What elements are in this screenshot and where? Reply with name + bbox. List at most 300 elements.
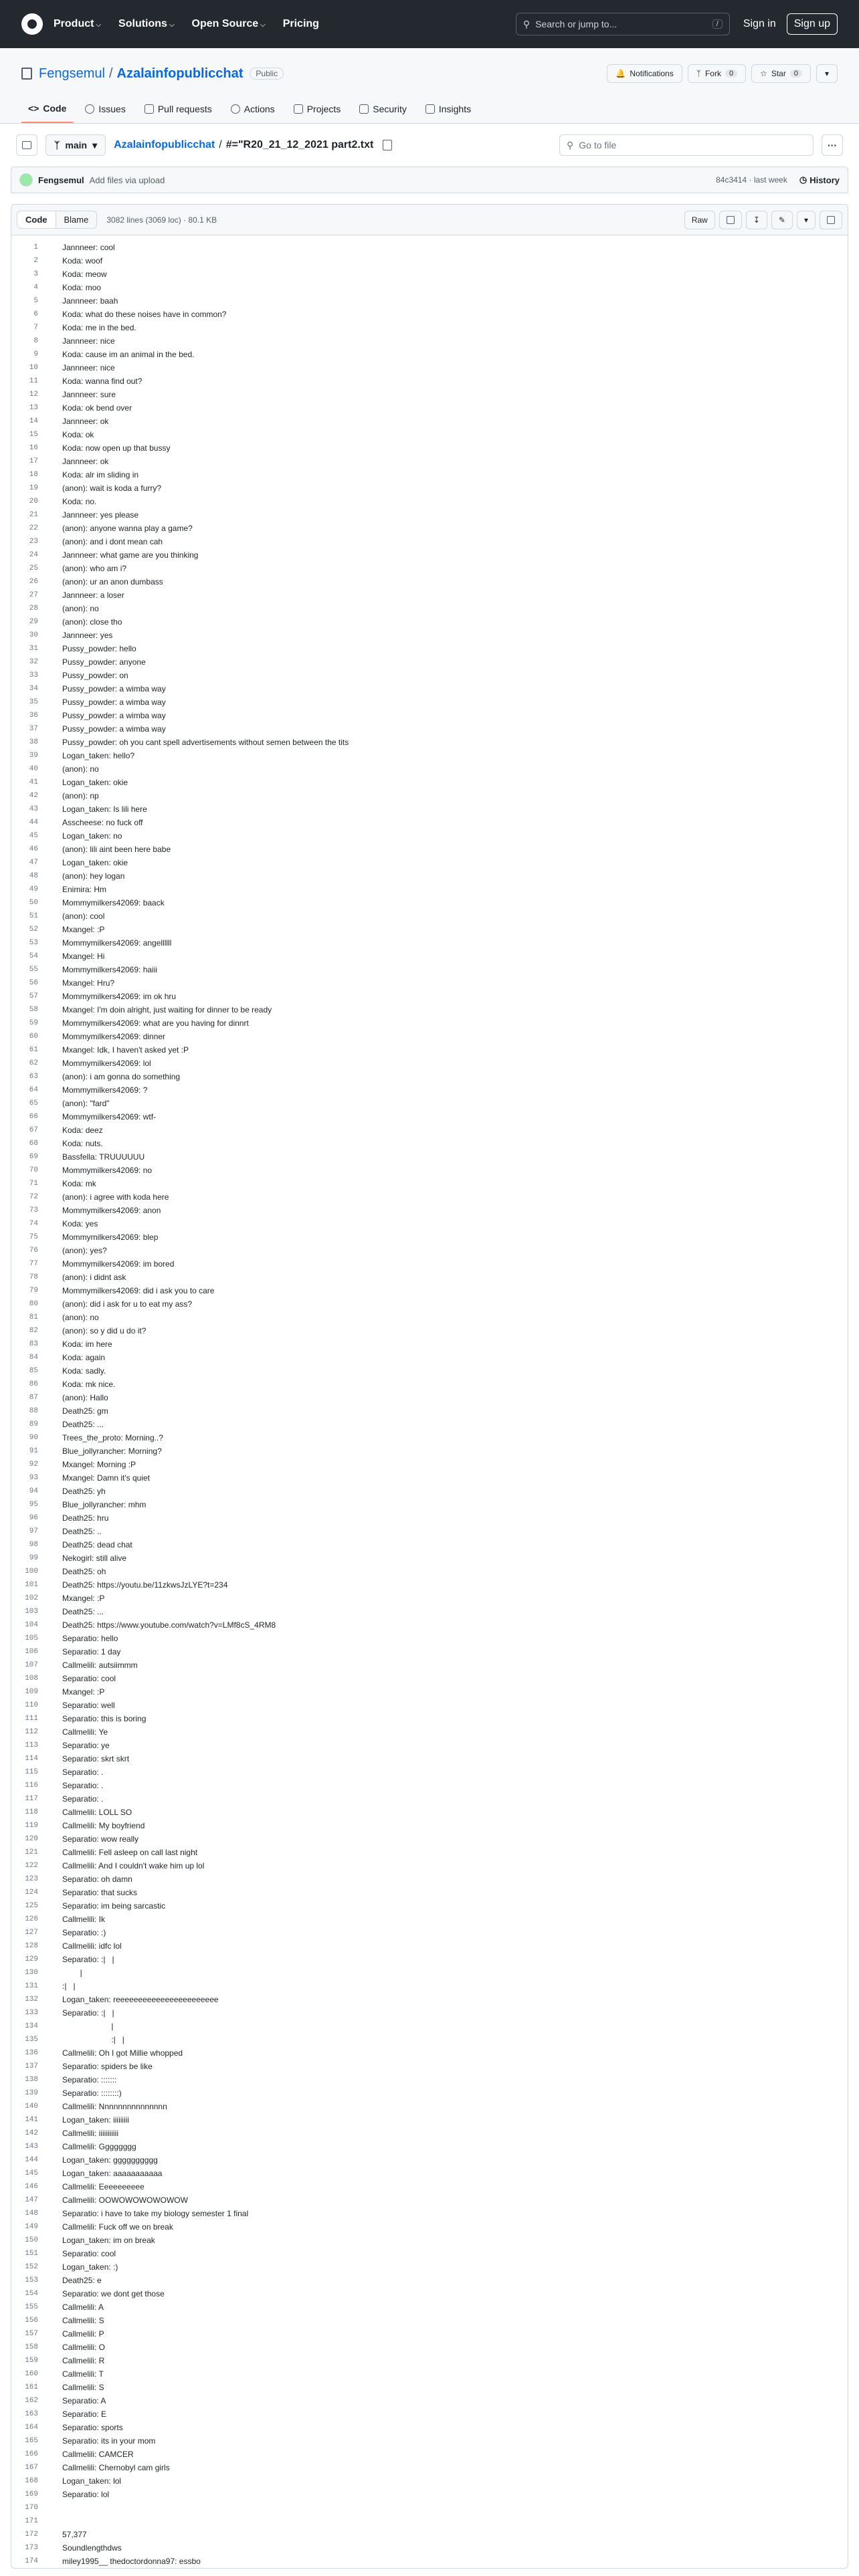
line-number[interactable]: 2 (33, 257, 38, 265)
line-number[interactable]: 65 (29, 1099, 38, 1107)
go-to-file-input[interactable] (559, 134, 814, 156)
tab-issues[interactable] (78, 96, 132, 123)
line-text: Callmelili: My boyfriend (62, 1821, 145, 1830)
line-number[interactable]: 92 (29, 1461, 38, 1469)
code-line (11, 1645, 848, 1658)
line-text: (anon): ur an anon dumbass (62, 577, 163, 586)
line-number[interactable]: 140 (25, 2103, 38, 2111)
chevron-down-icon: ⌵ (260, 21, 266, 29)
line-number[interactable]: 58 (29, 1006, 38, 1014)
line-number[interactable]: 51 (29, 912, 38, 920)
line-number[interactable]: 111 (25, 1715, 38, 1723)
shield-icon (359, 104, 369, 114)
line-number[interactable]: 77 (29, 1260, 38, 1268)
line-number[interactable]: 7 (33, 324, 38, 332)
line-number[interactable]: 115 (25, 1768, 38, 1776)
signup-button[interactable]: Sign up (787, 13, 838, 35)
code-line (11, 642, 848, 655)
code-line (11, 1498, 848, 1511)
line-text: Blue_jollyrancher: mhm (62, 1500, 147, 1509)
line-number[interactable]: 104 (25, 1621, 38, 1629)
line-number[interactable]: 98 (29, 1541, 38, 1549)
line-number[interactable]: 83 (29, 1340, 38, 1348)
line-number[interactable]: 19 (29, 484, 38, 492)
line-number[interactable]: 79 (29, 1287, 38, 1295)
code-line (11, 415, 848, 428)
line-text: Mommymilkers42069: dinner (62, 1032, 166, 1041)
commit-message[interactable]: Add files via upload (89, 175, 165, 185)
line-text: Mommymilkers42069: im bored (62, 1259, 175, 1269)
edit-dropdown-button[interactable] (797, 211, 816, 229)
line-number[interactable]: 56 (29, 979, 38, 987)
clock-icon: ◷ (799, 175, 807, 185)
line-number[interactable]: 8 (33, 337, 38, 345)
line-number[interactable]: 89 (29, 1420, 38, 1428)
code-line (11, 1351, 848, 1364)
line-number[interactable]: 45 (29, 832, 38, 840)
line-text: Separatio: lol (62, 2490, 110, 2499)
line-number[interactable]: 64 (29, 1086, 38, 1094)
line-number[interactable]: 54 (29, 952, 38, 960)
line-number[interactable]: 78 (29, 1273, 38, 1281)
line-number[interactable]: 131 (25, 1982, 38, 1990)
code-line (11, 1926, 848, 1939)
line-number[interactable]: 63 (29, 1073, 38, 1081)
line-number[interactable]: 76 (29, 1247, 38, 1255)
code-line (11, 1230, 848, 1244)
code-line (11, 1993, 848, 2006)
line-text: Callmelili: CAMCER (62, 2450, 134, 2459)
line-number[interactable]: 162 (25, 2397, 38, 2405)
code-view-button[interactable]: Code (17, 211, 56, 228)
code-line (11, 856, 848, 869)
line-number[interactable]: 136 (25, 2049, 38, 2057)
line-number[interactable]: 107 (25, 1661, 38, 1669)
copy-raw-button[interactable] (719, 211, 742, 229)
line-number[interactable]: 70 (29, 1166, 38, 1174)
line-text: Pussy_powder: a wimba way (62, 684, 166, 693)
line-number[interactable]: 116 (25, 1782, 38, 1790)
line-number[interactable]: 23 (29, 538, 38, 546)
line-number[interactable]: 146 (25, 2183, 38, 2191)
global-nav (54, 18, 319, 30)
line-number[interactable]: 167 (25, 2464, 38, 2472)
table-icon (294, 104, 303, 114)
line-number[interactable]: 33 (29, 671, 38, 679)
line-number[interactable]: 62 (29, 1059, 38, 1067)
line-number[interactable]: 145 (25, 2169, 38, 2177)
tab-insights-label: Insights (438, 104, 472, 114)
line-number[interactable]: 44 (29, 819, 38, 827)
line-number[interactable]: 61 (29, 1046, 38, 1054)
line-text: Separatio: . (62, 1767, 104, 1777)
line-number[interactable]: 42 (29, 792, 38, 800)
line-text: (anon): no (62, 1313, 99, 1322)
line-number[interactable]: 158 (25, 2343, 38, 2351)
line-number[interactable]: 152 (25, 2263, 38, 2271)
chevron-down-icon: ▾ (803, 215, 808, 225)
symbols-panel-button[interactable] (820, 211, 842, 229)
code-line (11, 2314, 848, 2327)
line-number[interactable]: 100 (25, 1568, 38, 1576)
line-number[interactable]: 60 (29, 1033, 38, 1041)
line-text: Logan_taken: aaaaaaaaaaa (62, 2169, 163, 2178)
line-number[interactable]: 39 (29, 752, 38, 760)
line-number[interactable]: 169 (25, 2490, 38, 2498)
nav-open-source[interactable] (192, 18, 266, 30)
copy-path-icon[interactable] (383, 140, 392, 150)
line-number[interactable]: 29 (29, 618, 38, 626)
tab-insights[interactable] (419, 96, 478, 123)
nav-pricing[interactable]: Pricing (282, 18, 319, 29)
line-number[interactable]: 97 (29, 1527, 38, 1535)
more-options-button[interactable] (822, 134, 843, 156)
line-number[interactable]: 114 (25, 1755, 38, 1763)
line-number[interactable]: 66 (29, 1113, 38, 1121)
line-number[interactable]: 55 (29, 966, 38, 974)
code-line (11, 2193, 848, 2207)
code-line (11, 2153, 848, 2167)
line-number[interactable]: 138 (25, 2076, 38, 2084)
code-line (11, 588, 848, 602)
chevron-down-icon: ⌵ (169, 21, 175, 29)
line-text: Mommymilkers42069: baack (62, 898, 165, 907)
commit-sha[interactable]: 84c3414 (716, 175, 747, 185)
line-number[interactable]: 103 (25, 1608, 38, 1616)
line-number[interactable]: 32 (29, 658, 38, 666)
line-number[interactable]: 141 (25, 2116, 38, 2124)
code-line (11, 522, 848, 535)
line-number[interactable]: 22 (29, 524, 38, 532)
line-number[interactable]: 155 (25, 2303, 38, 2311)
code-line (11, 348, 848, 361)
line-number[interactable]: 165 (25, 2437, 38, 2445)
line-number[interactable]: 124 (25, 1889, 38, 1897)
line-number[interactable]: 46 (29, 845, 38, 853)
line-number[interactable]: 3 (33, 270, 38, 278)
line-number[interactable]: 4 (33, 284, 38, 292)
line-number[interactable]: 80 (29, 1300, 38, 1308)
line-number[interactable]: 151 (25, 2250, 38, 2258)
code-line (11, 2180, 848, 2193)
line-number[interactable]: 94 (29, 1487, 38, 1495)
line-text: Logan_taken: hello? (62, 751, 135, 760)
line-number[interactable]: 118 (25, 1808, 38, 1816)
line-number[interactable]: 10 (29, 364, 38, 372)
line-number[interactable]: 102 (25, 1594, 38, 1602)
line-text: Death25: yh (62, 1487, 106, 1496)
search-input[interactable] (516, 13, 730, 35)
code-line (11, 281, 848, 294)
line-number[interactable]: 139 (25, 2089, 38, 2097)
code-line (11, 2514, 848, 2528)
line-number[interactable]: 160 (25, 2370, 38, 2378)
repo-name-link[interactable]: Azalainfopublicchat (116, 66, 244, 81)
line-text: Jannneer: nice (62, 363, 115, 372)
line-number[interactable]: 133 (25, 2009, 38, 2017)
commit-author[interactable]: Fengsemul (38, 175, 84, 185)
line-number[interactable]: 12 (29, 391, 38, 399)
line-text: (anon): cool (62, 911, 105, 921)
line-number[interactable]: 85 (29, 1367, 38, 1375)
line-text: (anon): hey logan (62, 871, 125, 881)
line-number[interactable]: 90 (29, 1434, 38, 1442)
line-number[interactable]: 122 (25, 1862, 38, 1870)
line-number[interactable]: 26 (29, 578, 38, 586)
line-number[interactable]: 120 (25, 1835, 38, 1843)
line-number[interactable]: 6 (33, 310, 38, 318)
code-line (11, 455, 848, 468)
line-text: Separatio: oh damn (62, 1874, 132, 1884)
code-line (11, 495, 848, 508)
code-line (11, 1391, 848, 1404)
line-number[interactable]: 95 (29, 1501, 38, 1509)
github-logo-icon[interactable] (21, 13, 43, 35)
line-number[interactable]: 93 (29, 1474, 38, 1482)
download-button[interactable] (746, 211, 767, 229)
line-number[interactable]: 75 (29, 1233, 38, 1241)
line-number[interactable]: 87 (29, 1394, 38, 1402)
blame-view-button[interactable]: Blame (64, 215, 89, 225)
line-number[interactable]: 96 (29, 1514, 38, 1522)
line-number[interactable]: 121 (25, 1848, 38, 1856)
line-text: Separatio: cool (62, 1674, 116, 1683)
history-label: History (809, 175, 840, 185)
line-number[interactable]: 137 (25, 2062, 38, 2070)
line-number[interactable]: 106 (25, 1648, 38, 1656)
line-number[interactable]: 81 (29, 1313, 38, 1321)
line-number[interactable]: 112 (25, 1728, 38, 1736)
raw-button[interactable]: Raw (684, 211, 715, 229)
nav-solutions-label: Solutions (118, 18, 167, 29)
line-number[interactable]: 109 (25, 1688, 38, 1696)
code-line (11, 334, 848, 348)
tab-actions[interactable] (224, 96, 282, 123)
line-number[interactable]: 150 (25, 2236, 38, 2244)
edit-button[interactable] (771, 211, 793, 229)
line-number[interactable]: 164 (25, 2424, 38, 2432)
line-number[interactable]: 16 (29, 444, 38, 452)
line-number[interactable]: 132 (25, 1996, 38, 2004)
line-number[interactable]: 37 (29, 725, 38, 733)
line-number[interactable]: 1 (33, 243, 38, 251)
breadcrumb-repo-link[interactable]: Azalainfopublicchat (114, 139, 215, 150)
line-number[interactable]: 126 (25, 1915, 38, 1923)
line-number[interactable]: 168 (25, 2477, 38, 2485)
line-text: Callmelili: T (62, 2369, 104, 2379)
line-number[interactable]: 84 (29, 1354, 38, 1362)
line-number[interactable]: 49 (29, 885, 38, 893)
tab-pull-requests-label: Pull requests (157, 104, 212, 114)
line-text: Separatio: 1 day (62, 1647, 121, 1656)
line-number[interactable]: 57 (29, 992, 38, 1000)
line-number[interactable]: 25 (29, 564, 38, 572)
line-number[interactable]: 144 (25, 2156, 38, 2164)
line-number[interactable]: 14 (29, 417, 38, 425)
line-text: (anon): so y did u do it? (62, 1326, 147, 1335)
line-number[interactable]: 88 (29, 1407, 38, 1415)
line-number[interactable]: 59 (29, 1019, 38, 1027)
line-number[interactable]: 110 (25, 1701, 38, 1709)
line-number[interactable]: 11 (29, 377, 38, 385)
line-number[interactable]: 149 (25, 2223, 38, 2231)
code-line (11, 1444, 848, 1458)
line-number[interactable]: 74 (29, 1220, 38, 1228)
line-number[interactable]: 163 (25, 2410, 38, 2418)
line-number[interactable]: 67 (29, 1126, 38, 1134)
code-line (11, 1592, 848, 1605)
line-number[interactable]: 71 (29, 1180, 38, 1188)
star-dropdown-button[interactable] (816, 64, 838, 83)
line-number[interactable]: 17 (29, 457, 38, 465)
line-number[interactable]: 21 (29, 511, 38, 519)
line-text: Callmelili: Nnnnnnnnnnnnnnn (62, 2102, 167, 2111)
code-line (11, 1806, 848, 1819)
line-number[interactable]: 24 (29, 551, 38, 559)
line-number[interactable]: 148 (25, 2210, 38, 2218)
sidebar-toggle-button[interactable] (16, 134, 37, 156)
line-number[interactable]: 36 (29, 712, 38, 720)
line-number[interactable]: 38 (29, 738, 38, 746)
line-text: Mommymilkers42069: anon (62, 1206, 161, 1215)
code-line (11, 1672, 848, 1685)
code-line (11, 2555, 848, 2568)
nav-product[interactable] (54, 18, 101, 30)
line-number[interactable]: 30 (29, 631, 38, 639)
line-number[interactable]: 108 (25, 1675, 38, 1683)
line-number[interactable]: 135 (25, 2036, 38, 2044)
line-number[interactable]: 31 (29, 645, 38, 653)
line-number[interactable]: 41 (29, 778, 38, 786)
line-number[interactable]: 27 (29, 591, 38, 599)
line-number[interactable]: 113 (25, 1741, 38, 1749)
branch-selector[interactable] (45, 134, 106, 156)
code-line (11, 950, 848, 963)
code-line (11, 615, 848, 629)
line-number[interactable]: 48 (29, 872, 38, 880)
line-number[interactable]: 91 (29, 1447, 38, 1455)
line-number[interactable]: 134 (25, 2022, 38, 2030)
line-number[interactable]: 117 (25, 1795, 38, 1803)
tab-code[interactable] (21, 96, 73, 123)
line-number[interactable]: 161 (25, 2383, 38, 2391)
history-button[interactable] (799, 175, 840, 185)
code-line (11, 1271, 848, 1284)
notifications-button[interactable] (607, 64, 682, 83)
line-number[interactable]: 173 (25, 2544, 38, 2552)
fork-button[interactable] (688, 64, 746, 83)
line-number[interactable]: 157 (25, 2330, 38, 2338)
line-text: Callmelili: idfc lol (62, 1941, 122, 1951)
breadcrumb-separator: / (219, 139, 222, 150)
code-line (11, 1511, 848, 1525)
code-line (11, 1658, 848, 1672)
tab-security[interactable] (353, 96, 413, 123)
line-number[interactable]: 86 (29, 1380, 38, 1388)
line-number[interactable]: 34 (29, 685, 38, 693)
line-number[interactable]: 143 (25, 2143, 38, 2151)
line-number[interactable]: 127 (25, 1929, 38, 1937)
line-number[interactable]: 159 (25, 2357, 38, 2365)
line-number[interactable]: 170 (25, 2504, 38, 2512)
line-text: (anon): wait is koda a furry? (62, 484, 162, 493)
copy-icon (727, 216, 735, 224)
line-number[interactable]: 5 (33, 297, 38, 305)
line-text: Death25: e (62, 2276, 102, 2285)
line-number[interactable]: 18 (29, 471, 38, 479)
line-number[interactable]: 101 (25, 1581, 38, 1589)
signin-link[interactable]: Sign in (743, 18, 776, 29)
line-number[interactable]: 147 (25, 2196, 38, 2204)
line-text: Separatio: im being sarcastic (62, 1901, 166, 1911)
line-text: Mxangel: Hi (62, 952, 105, 961)
line-text: Mommymilkers42069: im ok hru (62, 992, 177, 1001)
line-number[interactable]: 82 (29, 1327, 38, 1335)
line-number[interactable]: 9 (33, 350, 38, 358)
line-number[interactable]: 154 (25, 2290, 38, 2298)
line-number[interactable]: 72 (29, 1193, 38, 1201)
line-number[interactable]: 105 (25, 1634, 38, 1642)
line-number[interactable]: 128 (25, 1942, 38, 1950)
graph-icon (425, 104, 435, 114)
line-number[interactable]: 13 (29, 404, 38, 412)
line-number[interactable]: 172 (25, 2531, 38, 2539)
code-line (11, 1003, 848, 1016)
line-text: Koda: meow (62, 270, 107, 279)
line-number[interactable]: 166 (25, 2450, 38, 2458)
line-number[interactable]: 119 (25, 1822, 38, 1830)
line-number[interactable]: 68 (29, 1140, 38, 1148)
line-number[interactable]: 129 (25, 1955, 38, 1963)
line-number[interactable]: 171 (25, 2517, 38, 2525)
nav-solutions[interactable] (118, 18, 174, 30)
line-number[interactable]: 52 (29, 926, 38, 934)
line-number[interactable]: 20 (29, 498, 38, 506)
line-number[interactable]: 99 (29, 1554, 38, 1562)
repo-owner-link[interactable]: Fengsemul (39, 66, 105, 81)
line-number[interactable]: 43 (29, 805, 38, 813)
line-text: Separatio: ::::::::) (62, 2088, 122, 2098)
line-number[interactable]: 35 (29, 698, 38, 706)
line-number[interactable]: 69 (29, 1153, 38, 1161)
line-number[interactable]: 73 (29, 1206, 38, 1214)
tab-pull-requests[interactable] (138, 96, 219, 123)
line-number[interactable]: 47 (29, 859, 38, 867)
line-number[interactable]: 50 (29, 899, 38, 907)
code-line (11, 1257, 848, 1271)
line-number[interactable]: 53 (29, 939, 38, 947)
line-text: Logan_taken: lol (62, 2476, 122, 2486)
code-line (11, 2113, 848, 2127)
code-line (11, 1378, 848, 1391)
star-button[interactable] (751, 64, 811, 83)
line-number[interactable]: 125 (25, 1902, 38, 1910)
tab-projects[interactable] (287, 96, 348, 123)
line-number[interactable]: 174 (25, 2557, 38, 2565)
line-number[interactable]: 15 (29, 431, 38, 439)
line-number[interactable]: 28 (29, 605, 38, 613)
line-number[interactable]: 142 (25, 2129, 38, 2137)
code-line (11, 1431, 848, 1444)
line-number[interactable]: 130 (25, 1969, 38, 1977)
avatar[interactable] (19, 173, 33, 187)
code-line (11, 1217, 848, 1230)
line-number[interactable]: 156 (25, 2317, 38, 2325)
line-number[interactable]: 40 (29, 765, 38, 773)
line-number[interactable]: 153 (25, 2276, 38, 2284)
line-text: Death25: oh (62, 1567, 106, 1576)
line-number[interactable]: 123 (25, 1875, 38, 1883)
